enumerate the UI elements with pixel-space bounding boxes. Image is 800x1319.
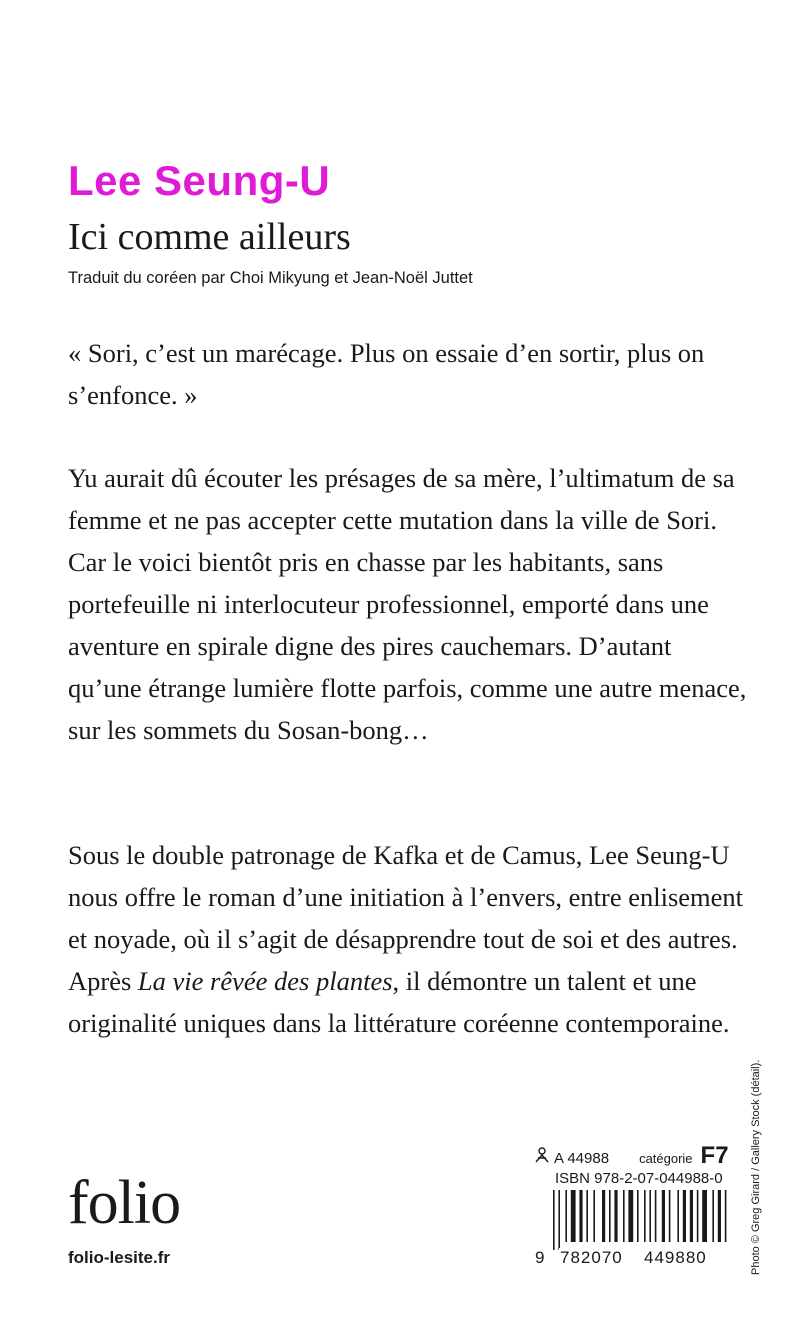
barcode-first-digit: 9 xyxy=(535,1248,546,1267)
barcode-bar xyxy=(644,1190,646,1242)
catalog-row xyxy=(534,1142,729,1170)
barcode-bar xyxy=(637,1190,639,1242)
barcode-bar xyxy=(628,1190,633,1242)
barcode-bar xyxy=(649,1190,651,1242)
publisher-website: folio-lesite.fr xyxy=(68,1248,171,1267)
catalog-code: A 44988 xyxy=(554,1150,610,1167)
barcode-bar xyxy=(669,1190,671,1242)
isbn: ISBN 978-2-07-044988-0 xyxy=(555,1170,723,1187)
summary-paragraph: Yu aurait dû écouter les présages de sa mère, l’ultimatum de sa femme et ne pas accepter cette mutation dans la ville de Sori. Car le voici bientôt pris en chasse par les habitants, sans portefeuille ni interlocuteur professionnel, emporté dans une aventure en spirale digne des pires cauchemars. D’autant qu’une étrange lumière flotte parfois, comme une autre menace, sur les sommets du Sosan-bong… xyxy=(68,463,747,745)
barcode-bar xyxy=(697,1190,699,1242)
barcode-bar xyxy=(602,1190,605,1242)
category-value: F7 xyxy=(700,1142,729,1169)
barcode-bar xyxy=(623,1190,625,1242)
barcode-bar xyxy=(712,1190,714,1242)
barcode-bar xyxy=(553,1190,555,1250)
barcode-bar xyxy=(614,1190,617,1242)
barcode-bar xyxy=(718,1190,721,1242)
category-label: catégorie xyxy=(639,1151,693,1166)
barcode-bar xyxy=(565,1190,567,1242)
opening-quote: « Sori, c’est un marécage. Plus on essaie d’en sortir, plus on s’enfonce. » xyxy=(68,338,705,410)
barcode-bar xyxy=(558,1190,560,1250)
barcode-bar xyxy=(677,1190,679,1242)
barcode-bar xyxy=(702,1190,707,1242)
barcode-bar xyxy=(725,1190,727,1242)
barcode-bar xyxy=(579,1190,582,1242)
barcode-bar xyxy=(593,1190,595,1242)
barcode-bar xyxy=(571,1190,576,1242)
closing-text-end: , il démontre un talent et une originalité uniques dans la littérature coréenne contemporaine. xyxy=(68,966,730,1038)
barcode-bar xyxy=(683,1190,686,1242)
barcode-bar xyxy=(655,1190,657,1242)
photo-credit: Photo © Greg Girard / Gallery Stock (détail). xyxy=(750,1059,762,1275)
closing-paragraph xyxy=(68,834,748,1044)
referenced-book-title: La vie rêvée des plantes xyxy=(137,966,393,996)
barcode-left-digits: 782070 xyxy=(560,1248,623,1267)
barcode-bar xyxy=(662,1190,665,1242)
barcode-bar xyxy=(609,1190,611,1242)
publisher-logo: folio xyxy=(68,1169,181,1237)
barcode-bar xyxy=(586,1190,588,1242)
cultural-sign-icon xyxy=(534,1147,550,1167)
barcode-bar xyxy=(690,1190,693,1242)
barcode-right-digits: 449880 xyxy=(644,1248,707,1267)
closing-text-start: Sous le double patronage de Kafka et de Camus, Lee Seung-U nous offre le roman d’une initiation à l’envers, entre enlisement et noyade, où il s’agit de désapprendre tout de soi et des autres. Après xyxy=(68,840,744,996)
author-name: Lee Seung-U xyxy=(68,157,331,204)
book-title: Ici comme ailleurs xyxy=(68,216,351,258)
translator-credit: Traduit du coréen par Choi Mikyung et Jean-Noël Juttet xyxy=(68,269,473,287)
